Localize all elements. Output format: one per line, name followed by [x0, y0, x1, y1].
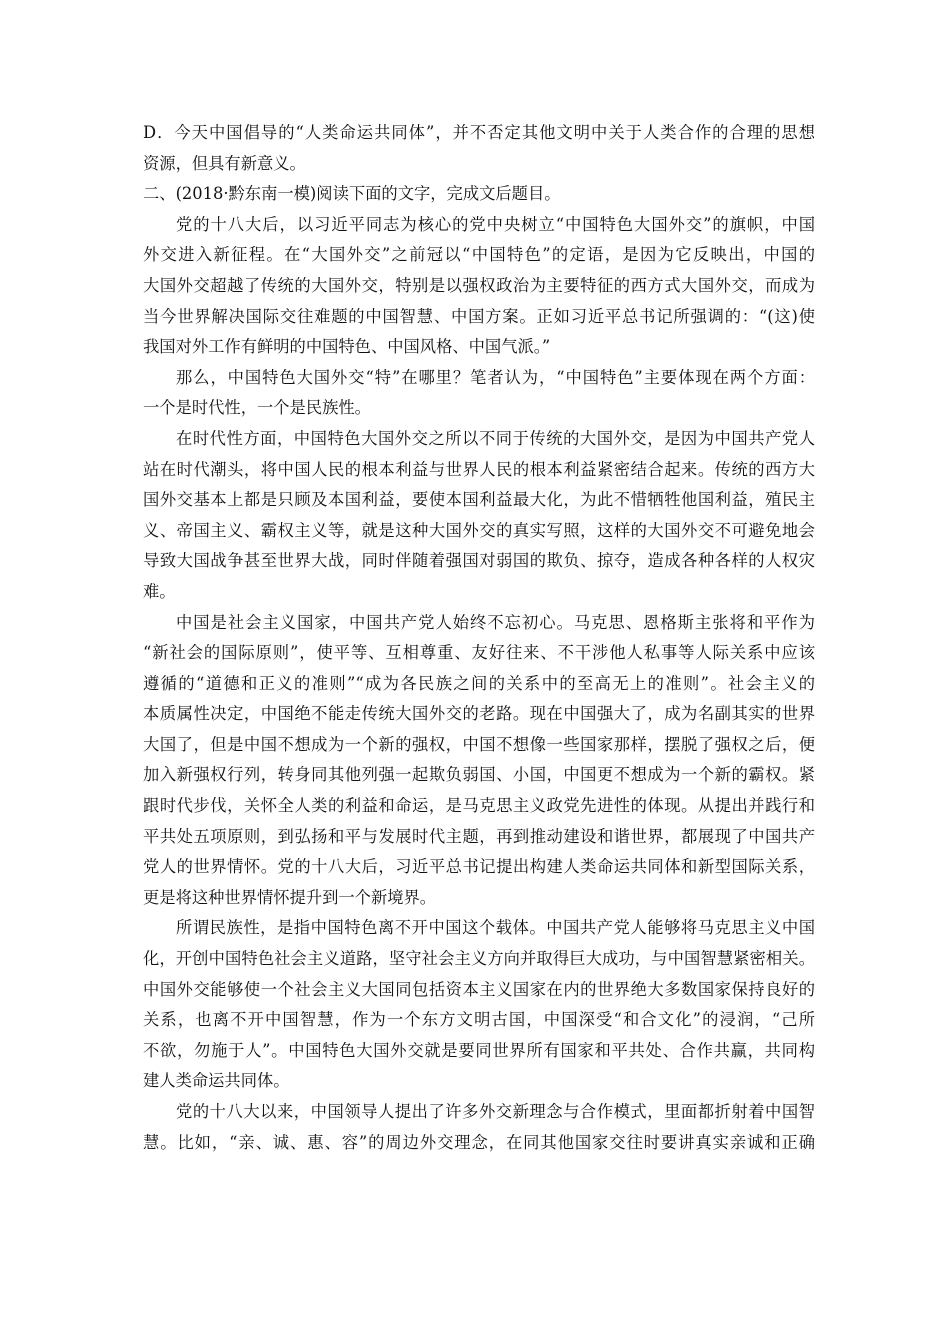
paragraph-first-line: 那么，中国特色大国外交“特”在哪里？笔者认为，“中国特色”主要体现在两个方面：	[176, 367, 815, 387]
text-line: 站在时代潮头，将中国人民的根本利益与世界人民的根本利益紧密结合起来。传统的西方大	[143, 459, 815, 479]
text-line: 国外交基本上都是只顾及本国利益，要使本国利益最大化，为此不惜牺牲他国利益，殖民主	[143, 490, 815, 510]
text-line: 中国外交能够使一个社会主义大国同包括资本主义国家在内的世界绝大多数国家保持良好的	[143, 979, 815, 999]
text-line: “新社会的国际原则”，使平等、互相尊重、友好往来、不干涉他人私事等人际关系中应该	[143, 643, 815, 663]
text-line: 平共处五项原则，到弘扬和平与发展时代主题，再到推动建设和谐世界，都展现了中国共产	[143, 826, 815, 846]
paragraph-first-line: 在时代性方面，中国特色大国外交之所以不同于传统的大国外交，是因为中国共产党人	[176, 428, 815, 448]
text-line: 当今世界解决国际交往难题的中国智慧、中国方案。正如习近平总书记所强调的：“(这)使	[143, 306, 815, 326]
text-line: 难。	[143, 581, 176, 601]
text-line: 加入新强权行列，转身同其他列强一起欺负弱国、小国，中国更不想成为一个新的霸权。紧	[143, 765, 815, 785]
paragraph-first-line: 中国是社会主义国家，中国共产党人始终不忘初心。马克思、恩格斯主张将和平作为	[176, 612, 815, 632]
text-line: D．今天中国倡导的“人类命运共同体”，并不否定其他文明中关于人类合作的合理的思想	[143, 123, 815, 142]
text-line: 慧。比如，“亲、诚、惠、容”的周边外交理念，在同其他国家交往时要讲真实亲诚和正确	[143, 1132, 815, 1152]
text-line: 外交进入新征程。在“大国外交”之前冠以“中国特色”的定语，是因为它反映出，中国的	[143, 245, 815, 265]
text-line: 二、(2018·黔东南一模)阅读下面的文字，完成文后题目。	[143, 184, 561, 204]
text-line: 跟时代步伐，关怀全人类的利益和命运，是马克思主义政党先进性的体现。从提出并践行和	[143, 796, 815, 816]
text-line: 义、帝国主义、霸权主义等，就是这种大国外交的真实写照，这样的大国外交不可避免地会	[143, 520, 815, 540]
text-line: 党人的世界情怀。党的十八大后，习近平总书记提出构建人类命运共同体和新型国际关系，	[143, 857, 815, 877]
text-line: 不欲，勿施于人”。中国特色大国外交就是要同世界所有国家和平共处、合作共赢，共同构	[143, 1040, 815, 1060]
paragraph-first-line: 党的十八大以来，中国领导人提出了许多外交新理念与合作模式，里面都折射着中国智	[176, 1102, 815, 1121]
paragraph-first-line: 所谓民族性，是指中国特色离不开中国这个载体。中国共产党人能够将马克思主义中国	[176, 918, 815, 938]
text-line: 一个是时代性，一个是民族性。	[143, 398, 371, 418]
text-line: 化，开创中国特色社会主义道路，坚守社会主义方向并取得巨大成功，与中国智慧紧密相关。	[143, 949, 815, 969]
text-line: 更是将这种世界情怀提升到一个新境界。	[143, 887, 437, 907]
text-line: 大国外交超越了传统的大国外交，特别是以强权政治为主要特征的西方式大国外交，而成为	[143, 275, 815, 295]
paragraph-first-line: 党的十八大后，以习近平同志为核心的党中央树立“中国特色大国外交”的旗帜，中国	[176, 214, 815, 234]
text-line: 关系，也离不开中国智慧，作为一个东方文明古国，中国深受“和合文化”的浸润，“己所	[143, 1010, 815, 1030]
text-line: 大国了，但是中国不想成为一个新的强权，中国不想像一些国家那样，摆脱了强权之后，便	[143, 734, 815, 754]
text-line: 我国对外工作有鲜明的中国特色、中国风格、中国气派。”	[143, 337, 551, 357]
document-body	[143, 118, 815, 1158]
text-line: 遵循的“道德和正义的准则”“成为各民族之间的关系中的至高无上的准则”。社会主义的	[143, 673, 815, 693]
text-line: 导致大国战争甚至世界大战，同时伴随着强国对弱国的欺负、掠夺，造成各种各样的人权灾	[143, 551, 815, 571]
text-line: 本质属性决定，中国绝不能走传统大国外交的老路。现在中国强大了，成为名副其实的世界	[143, 704, 815, 724]
text-line: 资源，但具有新意义。	[143, 153, 306, 173]
text-line: 建人类命运共同体。	[143, 1071, 290, 1091]
